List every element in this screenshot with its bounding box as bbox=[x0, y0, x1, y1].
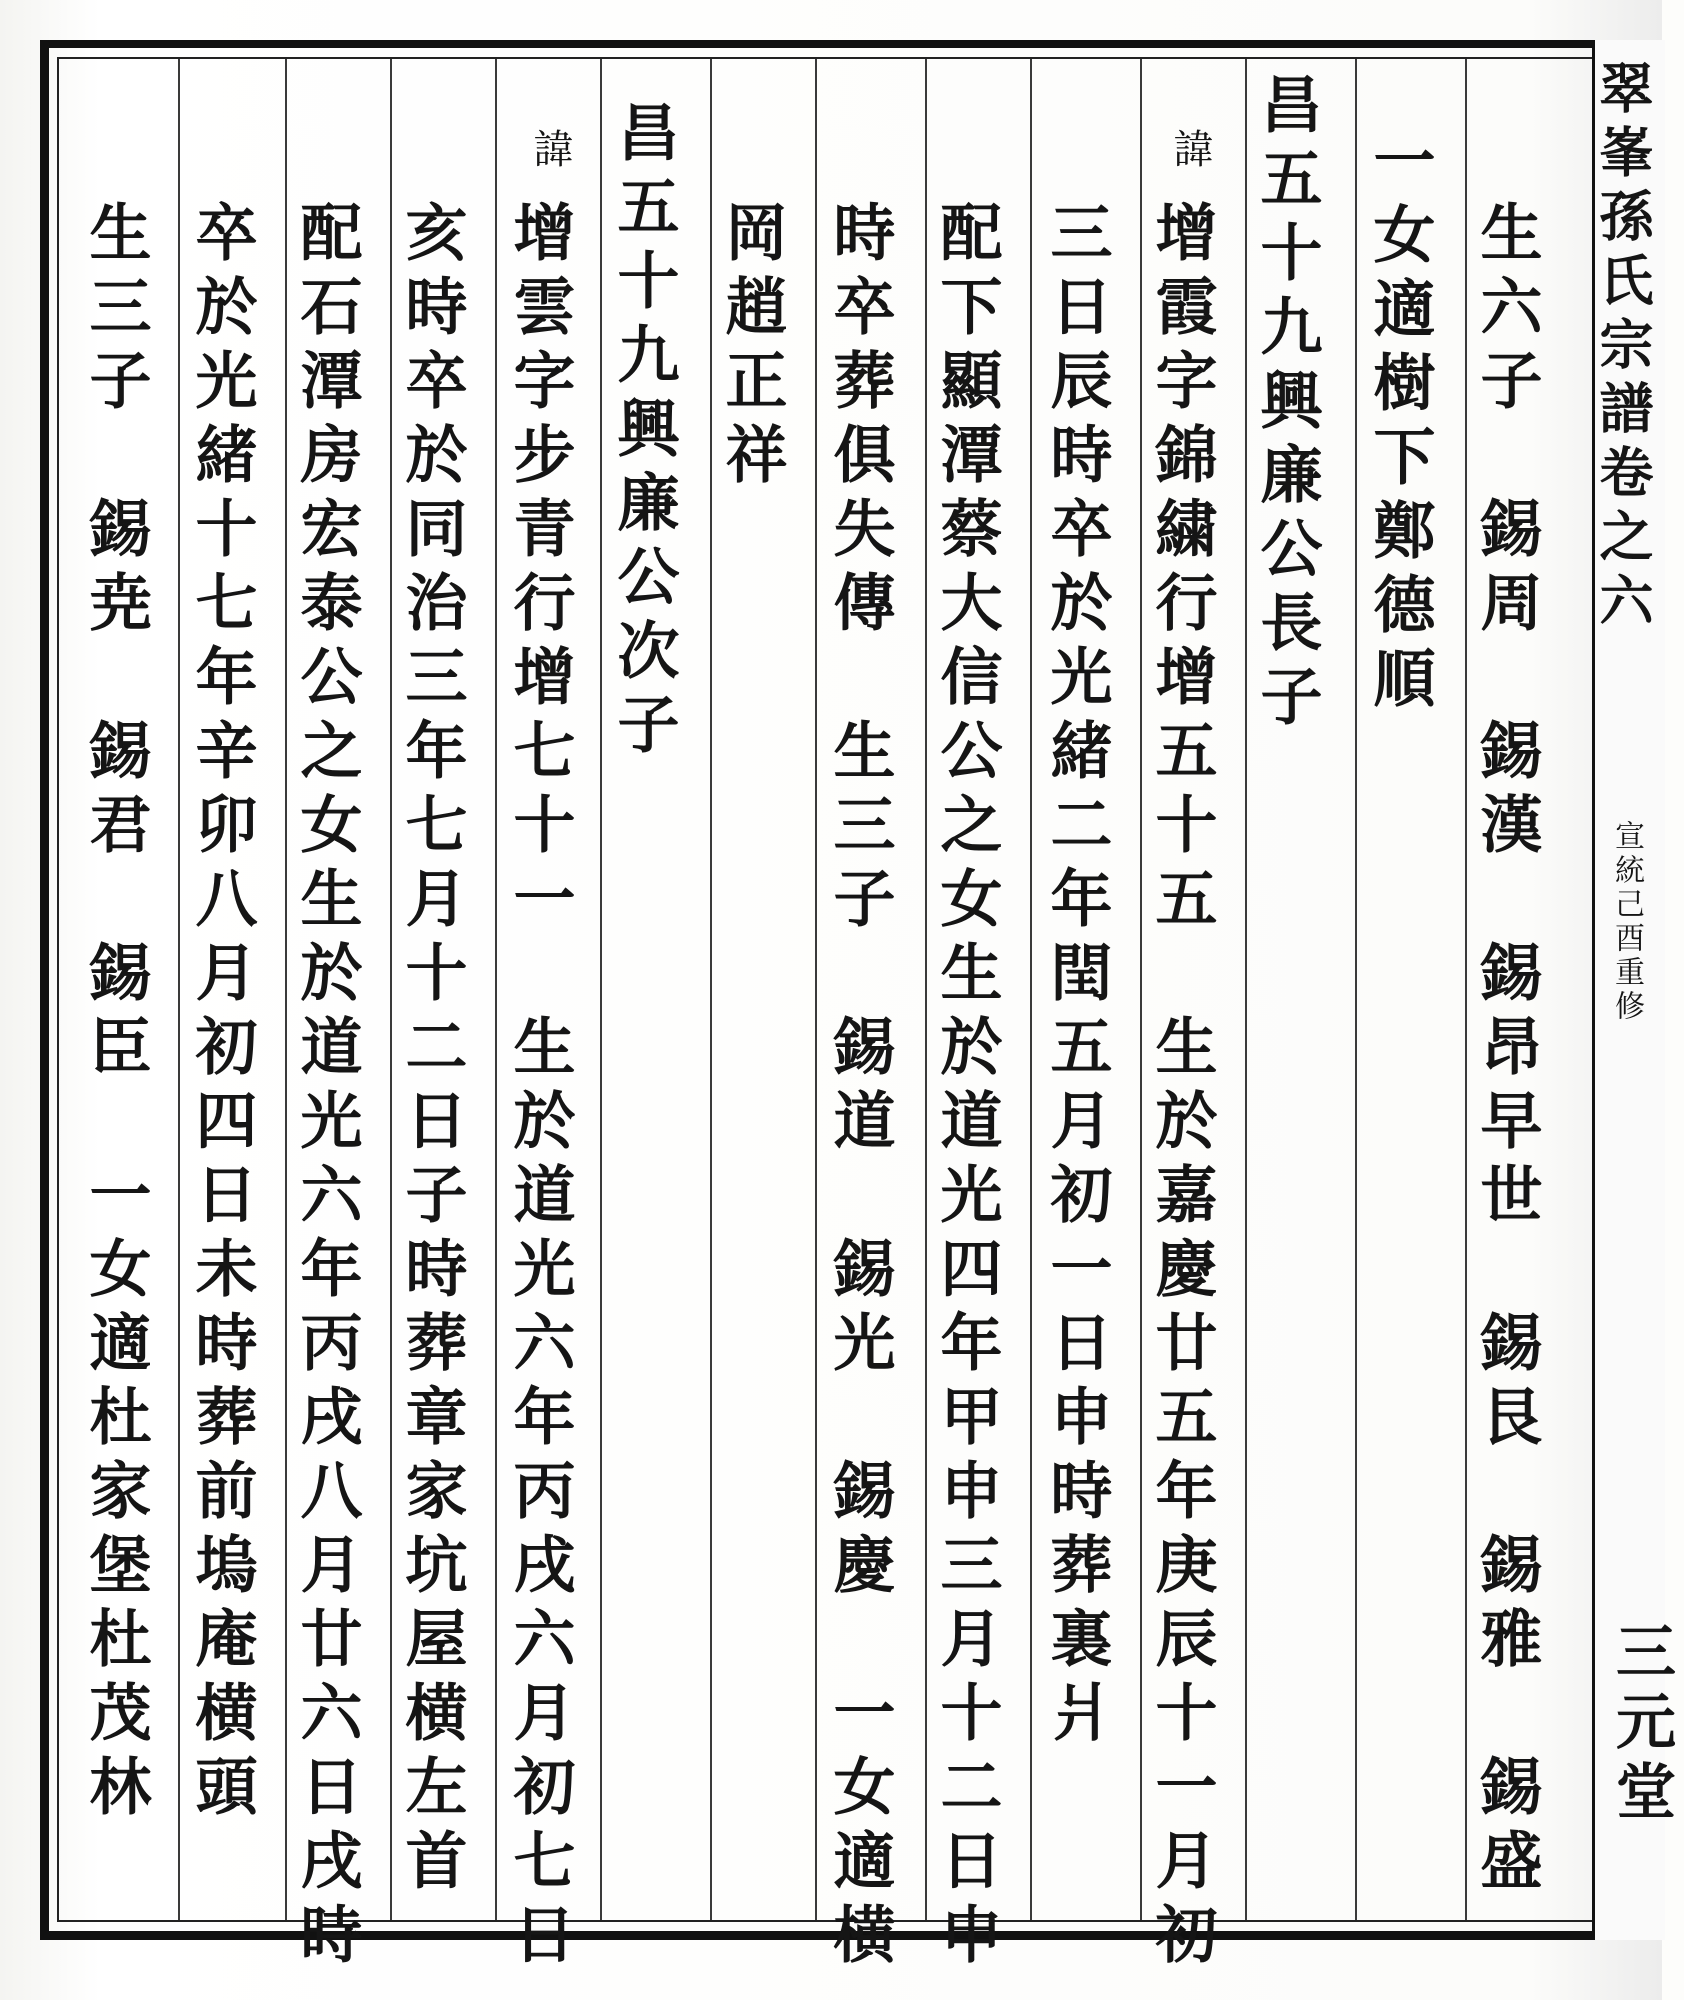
text-column-5: 三日辰時卒於光緒二年閏五月初一日申時葬裏爿 bbox=[1040, 200, 1113, 1754]
hall-name: 三元堂 bbox=[1606, 1620, 1676, 1830]
column-rule bbox=[1245, 59, 1247, 1920]
column-rule bbox=[1355, 59, 1357, 1920]
text-column-10: 增雲字步青行增七十一 生於道光六年丙戌六月初七日 bbox=[503, 200, 576, 1976]
edition-note: 宣統己酉重修 bbox=[1609, 820, 1644, 1024]
taboo-name-mark: 諱 bbox=[1167, 128, 1213, 176]
column-rule bbox=[600, 59, 602, 1920]
text-column-13: 卒於光緒十七年辛卯八月初四日未時葬前塢庵横頭 bbox=[185, 200, 258, 1828]
column-rule bbox=[390, 59, 392, 1920]
text-column-8: 岡趙正祥 bbox=[715, 200, 788, 496]
text-column-9-heading: 昌五十九興廉公次子 bbox=[607, 100, 680, 766]
column-rule bbox=[1465, 59, 1467, 1920]
text-column-1: 生六子 錫周 錫漢 錫昂早世 錫艮 錫雅 錫盛 bbox=[1470, 200, 1543, 1902]
genealogy-title: 翠峯孫氏宗譜卷之六 bbox=[1591, 60, 1655, 636]
text-column-12: 配石潭房宏泰公之女生於道光六年丙戌八月廿六日戌時 bbox=[290, 200, 363, 1976]
text-column-3-heading: 昌五十九興廉公長子 bbox=[1250, 72, 1323, 738]
text-column-14: 生三子 錫尭 錫君 錫臣 一女適杜家堡杜茂林 bbox=[79, 200, 152, 1828]
text-column-2: 一女適樹下鄭德順 bbox=[1363, 128, 1436, 720]
column-rule bbox=[925, 59, 927, 1920]
column-rule bbox=[1140, 59, 1142, 1920]
column-rule bbox=[815, 59, 817, 1920]
column-rule bbox=[285, 59, 287, 1920]
column-rule bbox=[178, 59, 180, 1920]
text-column-7: 時卒葬俱失傳 生三子 錫道 錫光 錫慶 一女適横 bbox=[823, 200, 896, 1976]
text-column-4: 增霞字錦繍行增五十五 生於嘉慶廿五年庚辰十一月初 bbox=[1145, 200, 1218, 1976]
text-column-11: 亥時卒於同治三年七月十二日子時葬章家坑屋横左首 bbox=[395, 200, 468, 1902]
taboo-name-mark: 諱 bbox=[527, 128, 573, 176]
column-rule bbox=[495, 59, 497, 1920]
column-rule bbox=[1030, 59, 1032, 1920]
text-column-6: 配下顯潭蔡大信公之女生於道光四年甲申三月十二日申 bbox=[930, 200, 1003, 1976]
column-rule bbox=[710, 59, 712, 1920]
